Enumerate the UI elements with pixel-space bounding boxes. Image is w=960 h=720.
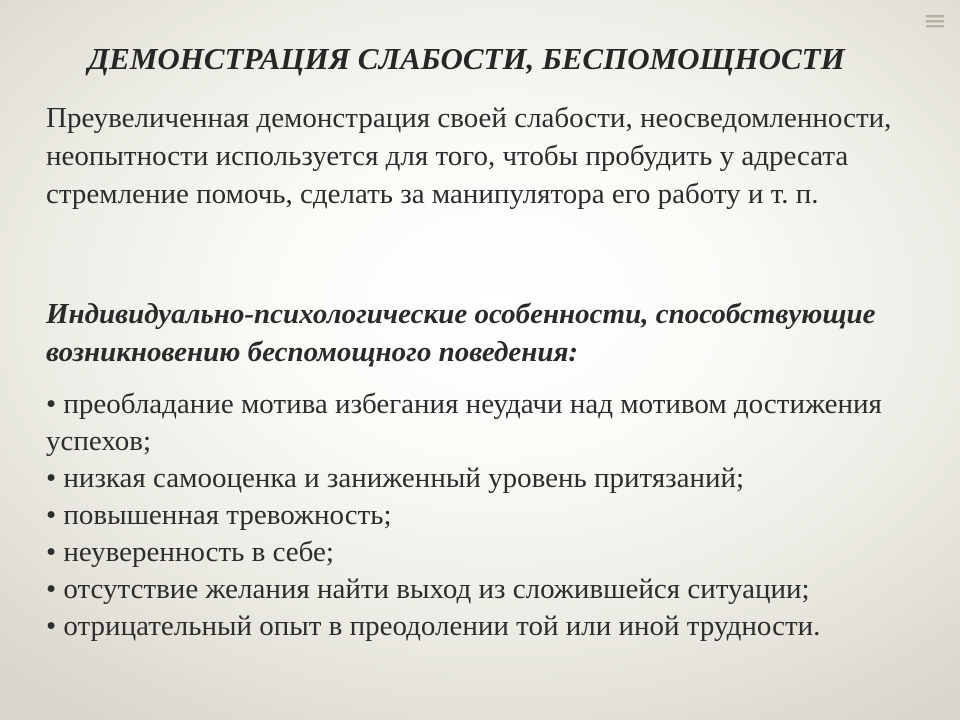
bullet-marker: • [46,462,57,494]
subheading: Индивидуально-психологические особенности, способствующие возникновению беспомощного поведения: [46,298,876,368]
bullet-marker: • [46,573,57,605]
bullet-item [46,497,946,534]
bullet-list [46,386,946,645]
bullet-item [46,460,946,497]
bullet-text: отрицательный опыт в преодолении той или иной трудности. [63,610,821,642]
bullet-item [46,386,946,460]
menu-icon[interactable] [926,14,944,28]
bullet-text: неуверенность в себе; [63,536,334,568]
bullet-item [46,534,946,571]
bullet-item [46,608,946,645]
bullet-marker: • [46,536,57,568]
bullet-text: отсутствие желания найти выход из сложившейся ситуации; [63,573,810,605]
intro-paragraph: Преувеличенная демонстрация своей слабости, неосведомленности, неопытности используется для того, чтобы пробудить у адресата стремление помочь, сделать за манипулятора его работу и т. п. [46,102,892,210]
bullet-text: повышенная тревожность; [63,499,392,531]
bullet-item [46,571,946,608]
bullet-marker: • [46,610,57,642]
bullet-marker: • [46,388,57,420]
bullet-marker: • [46,499,57,531]
bullet-text: низкая самооценка и заниженный уровень притязаний; [63,462,745,494]
bullet-text: преобладание мотива избегания неудачи над мотивом достижения успехов; [46,388,882,457]
slide-title: ДЕМОНСТРАЦИЯ СЛАБОСТИ, БЕСПОМОЩНОСТИ [88,41,845,76]
